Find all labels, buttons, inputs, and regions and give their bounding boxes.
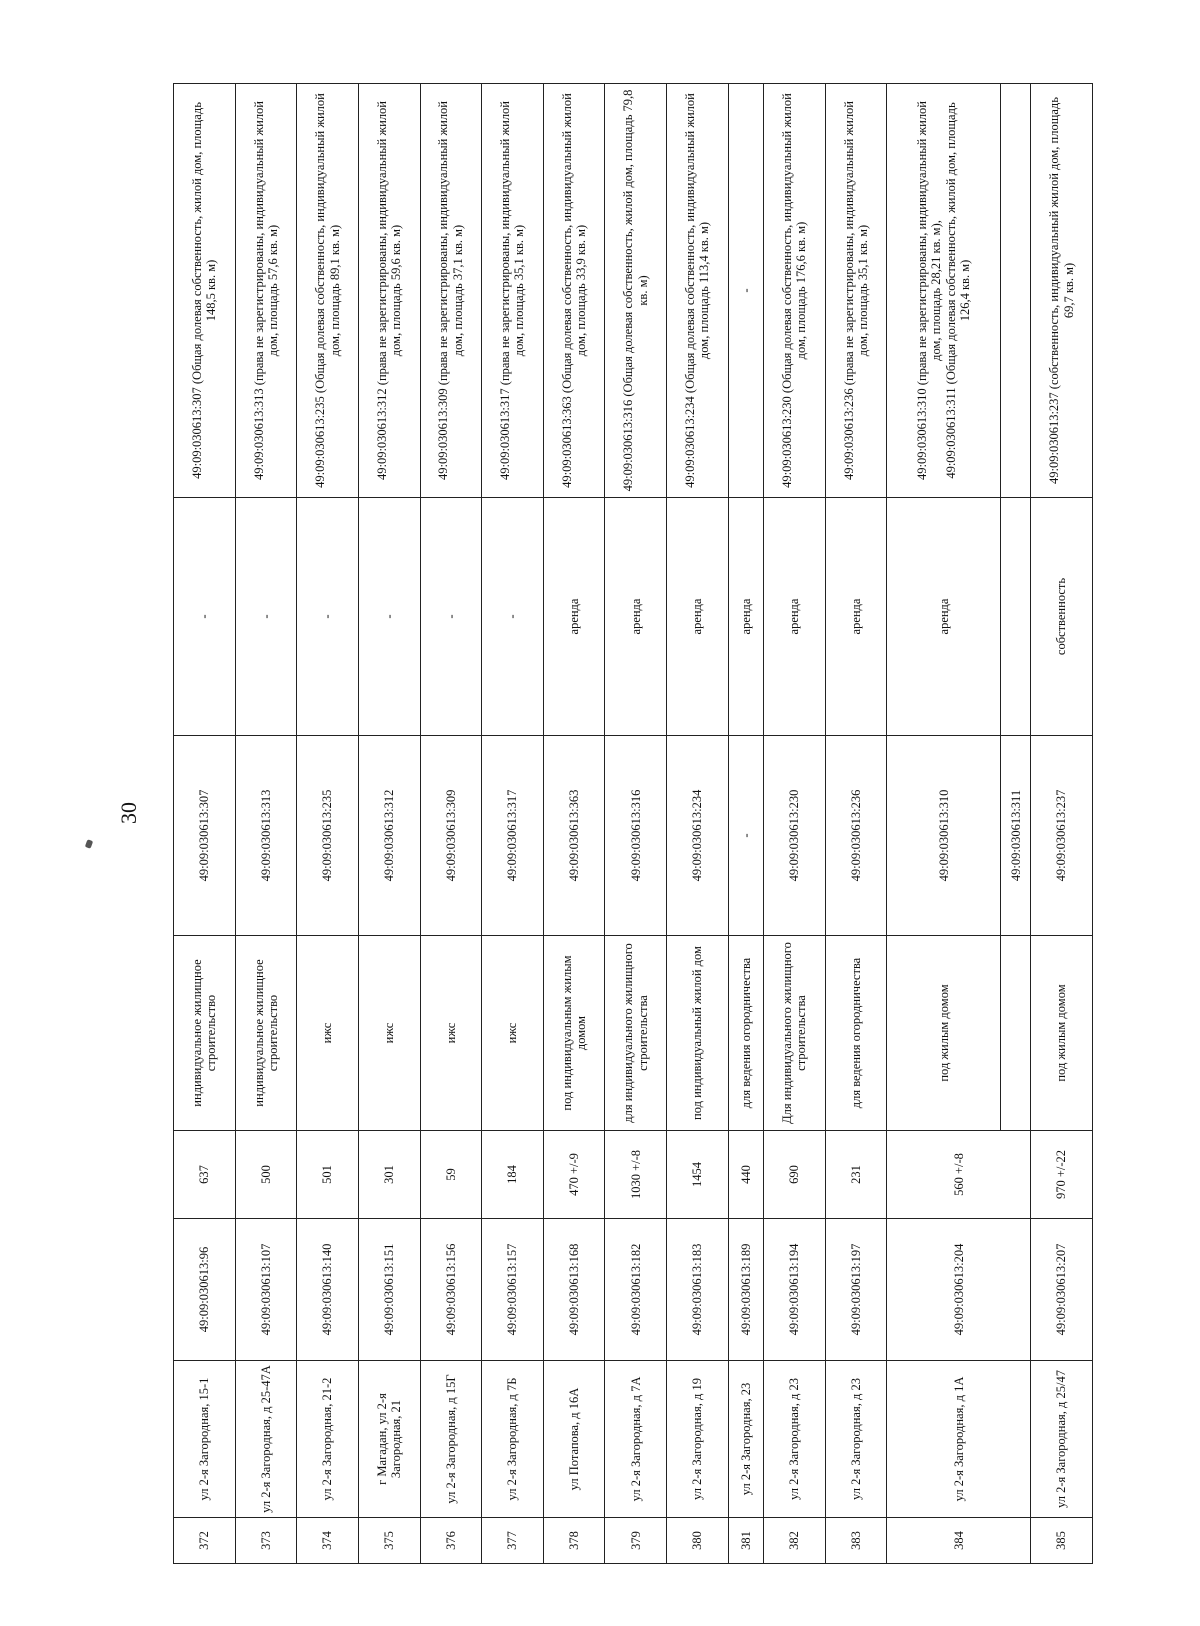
building-number-cell: 49:09:030613:235 (297, 736, 359, 936)
cadastral-number-cell: 49:09:030613:189 (728, 1219, 763, 1361)
right-type-cell: - (297, 498, 359, 736)
building-number-cell: 49:09:030613:363 (543, 736, 605, 936)
building-description-cell (887, 84, 1001, 498)
building-description-cell (1001, 84, 1031, 498)
description-line: 49:09:030613:311 (Общая долевая собственность, жилой дом, площадь 126,4 кв. м) (943, 102, 973, 479)
address-cell: ул 2-я Загородная, д 23 (825, 1361, 887, 1518)
area-cell: 440 (728, 1131, 763, 1219)
description-line: 49:09:030613:310 (права не зарегистрированы, индивидуальный жилой дом, площадь 28,21 кв. м), (915, 101, 944, 481)
building-description-cell: 49:09:030613:313 (права не зарегистрированы, индивидуальный жилой дом, площадь 57,6 кв. м) (235, 84, 297, 498)
permitted-use-cell: для индивидуального жилищного строительства (605, 936, 667, 1131)
table-row (482, 84, 544, 1564)
area-cell: 59 (420, 1131, 482, 1219)
area-cell: 560 +/-8 (887, 1131, 1031, 1219)
rotated-table-wrapper (173, 84, 1093, 1564)
row-number: 382 (764, 1518, 826, 1564)
right-type-cell: собственность (1031, 498, 1093, 736)
table-row (764, 84, 826, 1564)
building-description-cell: 49:09:030613:234 (Общая долевая собственность, индивидуальный жилой дом, площадь 113,4 кв. м) (667, 84, 729, 498)
permitted-use-cell: индивидуальное жилищное строительство (174, 936, 236, 1131)
right-type-cell: аренда (887, 498, 1001, 736)
area-cell: 1454 (667, 1131, 729, 1219)
land-registry-table (173, 83, 1093, 1564)
table-row (605, 84, 667, 1564)
cadastral-number-cell: 49:09:030613:156 (420, 1219, 482, 1361)
address-cell: ул 2-я Загородная, д 19 (667, 1361, 729, 1518)
table-row (825, 84, 887, 1564)
table-row (358, 84, 420, 1564)
building-number-cell: 49:09:030613:234 (667, 736, 729, 936)
right-type-cell: аренда (667, 498, 729, 736)
row-number: 378 (543, 1518, 605, 1564)
cadastral-number-cell: 49:09:030613:151 (358, 1219, 420, 1361)
cadastral-number-cell: 49:09:030613:204 (887, 1219, 1031, 1361)
building-number-cell: 49:09:030613:309 (420, 736, 482, 936)
area-cell: 501 (297, 1131, 359, 1219)
right-type-cell: аренда (605, 498, 667, 736)
address-cell: ул Потапова, д 16А (543, 1361, 605, 1518)
table-row (543, 84, 605, 1564)
building-number-cell: 49:09:030613:236 (825, 736, 887, 936)
building-description-cell: 49:09:030613:309 (права не зарегистрированы, индивидуальный жилой дом, площадь 37,1 кв. м) (420, 84, 482, 498)
right-type-cell (1001, 498, 1031, 736)
building-description-cell: 49:09:030613:235 (Общая долевая собственность, индивидуальный жилой дом, площадь 89,1 кв. м) (297, 84, 359, 498)
row-number: 376 (420, 1518, 482, 1564)
row-number: 384 (887, 1518, 1031, 1564)
address-cell: ул 2-я Загородная, д 15Г (420, 1361, 482, 1518)
building-description-cell: 49:09:030613:230 (Общая долевая собственность, индивидуальный жилой дом, площадь 176,6 кв. м) (764, 84, 826, 498)
right-type-cell: аренда (764, 498, 826, 736)
table-row (420, 84, 482, 1564)
right-type-cell: аренда (825, 498, 887, 736)
permitted-use-cell: под жилым домом (1031, 936, 1093, 1131)
cadastral-number-cell: 49:09:030613:140 (297, 1219, 359, 1361)
area-cell: 184 (482, 1131, 544, 1219)
building-description-cell: 49:09:030613:312 (права не зарегистрированы, индивидуальный жилой дом, площадь 59,6 кв. м) (358, 84, 420, 498)
building-description-cell: 49:09:030613:236 (права не зарегистрированы, индивидуальный жилой дом, площадь 35,1 кв. м) (825, 84, 887, 498)
row-number: 372 (174, 1518, 236, 1564)
area-cell: 637 (174, 1131, 236, 1219)
table-row (667, 84, 729, 1564)
row-number: 380 (667, 1518, 729, 1564)
table-row (297, 84, 359, 1564)
table-row (1031, 84, 1093, 1564)
building-number-cell: 49:09:030613:313 (235, 736, 297, 936)
building-description-cell: 49:09:030613:317 (права не зарегистрированы, индивидуальный жилой дом, площадь 35,1 кв. м) (482, 84, 544, 498)
address-cell: г Магадан, ул 2-я Загородная, 21 (358, 1361, 420, 1518)
building-description-cell: 49:09:030613:363 (Общая долевая собственность, индивидуальный жилой дом, площадь 33,9 кв. м) (543, 84, 605, 498)
area-cell: 301 (358, 1131, 420, 1219)
address-cell: ул 2-я Загородная, 21-2 (297, 1361, 359, 1518)
row-number: 383 (825, 1518, 887, 1564)
scan-artifact (85, 839, 93, 849)
address-cell: ул 2-я Загородная, д 1А (887, 1361, 1031, 1518)
right-type-cell: аренда (543, 498, 605, 736)
address-cell: ул 2-я Загородная, д 7Б (482, 1361, 544, 1518)
row-number: 379 (605, 1518, 667, 1564)
permitted-use-cell: под жилым домом (887, 936, 1001, 1131)
area-cell: 690 (764, 1131, 826, 1219)
cadastral-number-cell: 49:09:030613:168 (543, 1219, 605, 1361)
building-number-cell: 49:09:030613:317 (482, 736, 544, 936)
area-cell: 470 +/-9 (543, 1131, 605, 1219)
right-type-cell: - (420, 498, 482, 736)
area-cell: 500 (235, 1131, 297, 1219)
permitted-use-cell: для ведения огородничества (825, 936, 887, 1131)
building-description-cell: - (728, 84, 763, 498)
row-number: 385 (1031, 1518, 1093, 1564)
right-type-cell: аренда (728, 498, 763, 736)
row-number: 374 (297, 1518, 359, 1564)
building-number-cell: 49:09:030613:307 (174, 736, 236, 936)
row-number: 381 (728, 1518, 763, 1564)
address-cell: ул 2-я Загородная, 23 (728, 1361, 763, 1518)
cadastral-number-cell: 49:09:030613:194 (764, 1219, 826, 1361)
cadastral-number-cell: 49:09:030613:157 (482, 1219, 544, 1361)
address-cell: ул 2-я Загородная, 15-1 (174, 1361, 236, 1518)
building-number-cell: 49:09:030613:316 (605, 736, 667, 936)
building-number-cell: 49:09:030613:312 (358, 736, 420, 936)
building-description-cell: 49:09:030613:307 (Общая долевая собственность, жилой дом, площадь 148,5 кв. м) (174, 84, 236, 498)
permitted-use-cell: ижс (297, 936, 359, 1131)
page-number: 30 (116, 802, 141, 824)
cadastral-number-cell: 49:09:030613:107 (235, 1219, 297, 1361)
building-description-cell: 49:09:030613:316 (Общая долевая собственность, жилой дом, площадь 79,8 кв. м) (605, 84, 667, 498)
area-cell: 231 (825, 1131, 887, 1219)
address-cell: ул 2-я Загородная, д 23 (764, 1361, 826, 1518)
building-number-cell: - (728, 736, 763, 936)
permitted-use-cell: под индивидуальный жилой дом (667, 936, 729, 1131)
right-type-cell: - (235, 498, 297, 736)
cadastral-number-cell: 49:09:030613:197 (825, 1219, 887, 1361)
permitted-use-cell: под индивидуальным жилым домом (543, 936, 605, 1131)
cadastral-number-cell: 49:09:030613:96 (174, 1219, 236, 1361)
building-number-cell: 49:09:030613:311 (1001, 736, 1031, 936)
right-type-cell: - (174, 498, 236, 736)
building-description-cell: 49:09:030613:237 (собственность, индивидуальный жилой дом, площадь 69,7 кв. м) (1031, 84, 1093, 498)
cadastral-number-cell: 49:09:030613:183 (667, 1219, 729, 1361)
table-row (174, 84, 236, 1564)
area-cell: 970 +/-22 (1031, 1131, 1093, 1219)
permitted-use-cell: для ведения огородничества (728, 936, 763, 1131)
cadastral-number-cell: 49:09:030613:182 (605, 1219, 667, 1361)
area-cell: 1030 +/-8 (605, 1131, 667, 1219)
row-number: 375 (358, 1518, 420, 1564)
permitted-use-cell: ижс (420, 936, 482, 1131)
permitted-use-cell: Для индивидуального жилищного строительства (764, 936, 826, 1131)
permitted-use-cell: индивидуальное жилищное строительство (235, 936, 297, 1131)
address-cell: ул 2-я Загородная, д 25-47А (235, 1361, 297, 1518)
row-number: 377 (482, 1518, 544, 1564)
address-cell: ул 2-я Загородная, д 7А (605, 1361, 667, 1518)
right-type-cell: - (482, 498, 544, 736)
building-number-cell: 49:09:030613:230 (764, 736, 826, 936)
permitted-use-cell: ижс (482, 936, 544, 1131)
table-row (887, 84, 1001, 1564)
table-row (235, 84, 297, 1564)
cadastral-number-cell: 49:09:030613:207 (1031, 1219, 1093, 1361)
right-type-cell: - (358, 498, 420, 736)
row-number: 373 (235, 1518, 297, 1564)
permitted-use-cell: ижс (358, 936, 420, 1131)
table-row (728, 84, 763, 1564)
address-cell: ул 2-я Загородная, д 25/47 (1031, 1361, 1093, 1518)
permitted-use-cell (1001, 936, 1031, 1131)
building-number-cell: 49:09:030613:237 (1031, 736, 1093, 936)
building-number-cell: 49:09:030613:310 (887, 736, 1001, 936)
